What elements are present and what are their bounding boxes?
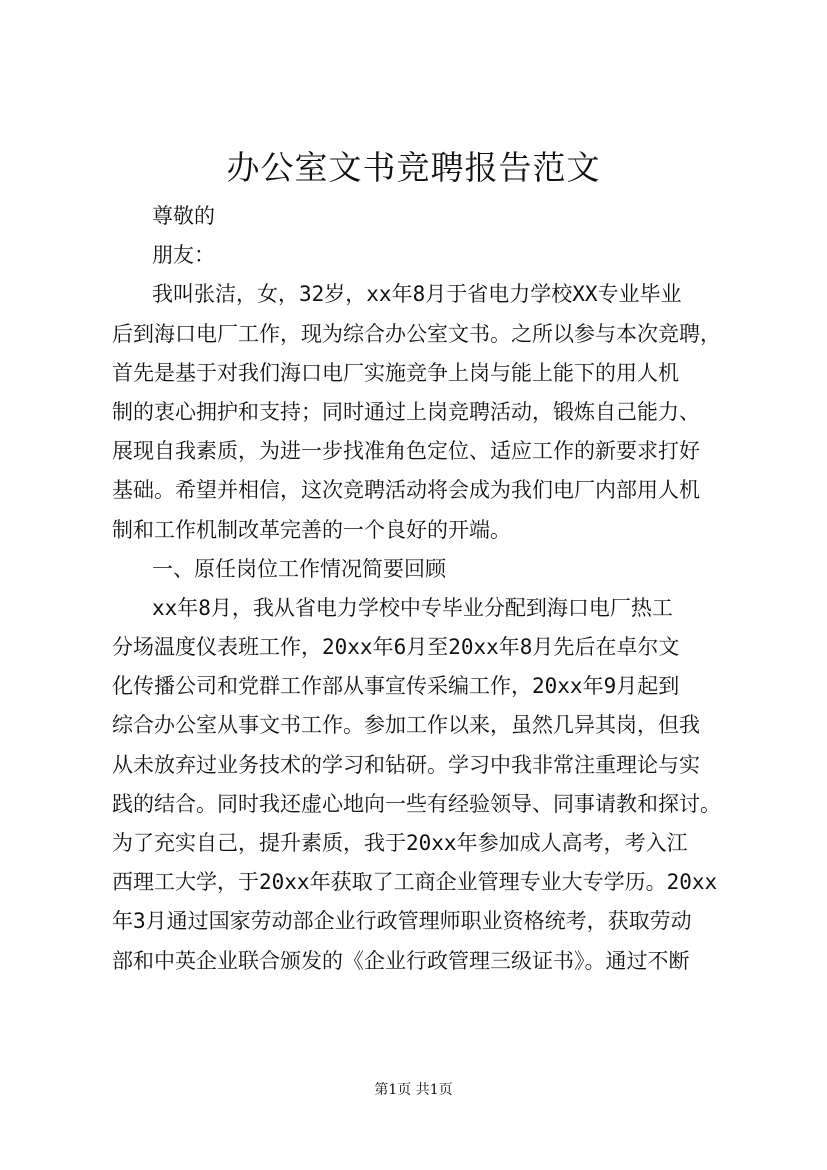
body-line: 制的衷心拥护和支持；同时通过上岗竞聘活动，锻炼自己能力、 xyxy=(112,399,700,424)
body-line: 朋友： xyxy=(152,243,215,268)
body-line: 制和工作机制改革完善的一个良好的开端。 xyxy=(112,517,511,542)
body-line: 尊敬的 xyxy=(152,204,215,228)
page-footer: 第1页 共1页 xyxy=(374,1082,453,1098)
body-line: 首先是基于对我们海口电厂实施竞争上岗与能上能下的用人机 xyxy=(112,360,679,385)
body-line: 从未放弃过业务技术的学习和钻研。学习中我非常注重理论与实 xyxy=(112,752,700,777)
body-line: 西理工大学，于20xx年获取了工商企业管理专业大专学历。20xx xyxy=(112,870,718,895)
body-line: 化传播公司和党群工作部从事宣传采编工作，20xx年9月起到 xyxy=(112,674,680,699)
body-line: 展现自我素质，为进一步找准角色定位、适应工作的新要求打好 xyxy=(112,439,700,464)
body-line: 为了充实自己，提升素质，我于20xx年参加成人高考，考入江 xyxy=(112,831,688,855)
body-line: 部和中英企业联合颁发的《企业行政管理三级证书》。通过不断 xyxy=(112,948,690,973)
body-line: 分场温度仪表班工作，20xx年6月至20xx年8月先后在卓尔文 xyxy=(112,635,680,660)
body-line: 我叫张洁，女，32岁，xx年8月于省电力学校XX专业毕业 xyxy=(152,282,682,307)
section-heading: 一、原任岗位工作情况简要回顾 xyxy=(152,556,446,581)
body-line: 后到海口电厂工作，现为综合办公室文书。之所以参与本次竞聘， xyxy=(112,321,721,346)
body-line: 综合办公室从事文书工作。参加工作以来，虽然几异其岗，但我 xyxy=(112,713,700,738)
document-title: 办公室文书竞聘报告范文 xyxy=(226,148,601,187)
body-line: 践的结合。同时我还虚心地向一些有经验领导、同事请教和探讨。 xyxy=(112,791,721,816)
body-line: 年3月通过国家劳动部企业行政管理师职业资格统考，获取劳动 xyxy=(112,909,692,934)
body-line: 基础。希望并相信，这次竞聘活动将会成为我们电厂内部用人机 xyxy=(112,478,700,503)
document-body xyxy=(112,197,732,981)
body-line: xx年8月，我从省电力学校中专毕业分配到海口电厂热工 xyxy=(152,595,673,620)
